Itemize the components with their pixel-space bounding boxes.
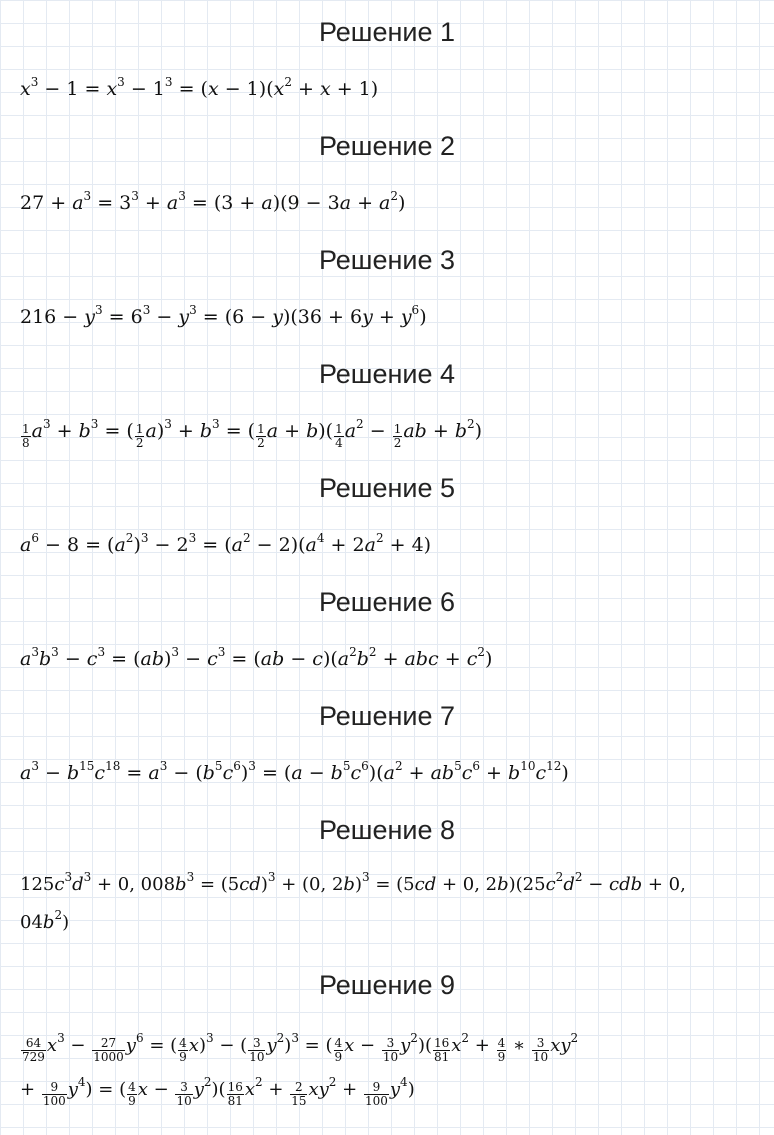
solution-title-2: Решение 2 — [318, 131, 456, 161]
solution-title-6: Решение 6 — [318, 587, 456, 617]
solution-equation-9: $\frac{64}{729}$ $x^3$ − $\frac{27}{1000}$ $y^6$ = ( $\frac{4}{9}$ x)$^3$ − ( $\frac{3}{10}$ $y^2)^3$ = ( $\frac{4}{9}$ x − $\frac{3}{10}$ $y^2$)( $\frac{16}{81}$ $x^2$ + $\frac{4}{9}$ ∗ $\frac{3}{10}$ $xy^2$ + $\frac{9}{100}$ $y^4$) = ( $\frac{4}{9}$ x − $\frac{3}{10}$ $y^2$)( $\frac{16}{81}$ $x^2$ + $\frac{2}{15}$ $xy^2$ + $\frac{9}{100}$ $y^4$) — [20, 1031, 579, 1108]
solution-equation-4: $\frac{1}{8}$ $a^3 + b^3$ = ( $\frac{1}{2}$ $a)^3 + b^3$ = ( $\frac{1}{2}$ a + b)( $\frac{1}{4}$ $a^2$ − $\frac{1}{2}$ ab + $b^2$) — [22, 417, 483, 450]
solution-equation-7: $a^3 - b^{15}c^{18} = a^3 - (b^5c^6)^3 = (a - b^5c^6)(a^2 + ab^5c^6 + b^{10}c^{12})$ — [20, 759, 569, 784]
solution-equation-5: $a^6 - 8 = (a^2)^3 - 2^3 = (a^2 - 2)(a^4 + 2a^2 + 4)$ — [20, 531, 432, 556]
solution-equation-6: $a^3b^3 - c^3 = (ab)^3 - c^3 = (ab - c)(a^2b^2$ + abc + $c^2$) — [20, 645, 493, 670]
solution-title-4: Решение 4 — [318, 359, 456, 389]
solution-equation-1: $x^3 - 1 = x^3 - 1^3 = (x - 1)(x^2 + x + 1)$ — [20, 75, 379, 100]
solution-equation-8: $125c^3d^3 + 0$, $008b^3 = (5cd)^3 + (0$, 2b)$^3$ = (5cd + 0, $2b)(25c^2d^2$ − cdb + 0, $04b^2$) — [20, 870, 686, 933]
solution-title-5: Решение 5 — [318, 473, 456, 503]
solution-title-7: Решение 7 — [318, 701, 456, 731]
solution-title-8: Решение 8 — [318, 815, 456, 845]
solution-title-1: Решение 1 — [318, 17, 456, 47]
solution-title-9: Решение 9 — [318, 970, 456, 1000]
solution-equation-2: $27 + a^3 = 3^3 + a^3 = (3 + a)(9 - 3a + a^2)$ — [20, 189, 406, 214]
solution-title-3: Решение 3 — [318, 245, 456, 275]
solution-equation-3: $216 - y^3 = 6^3 - y^3 = (6 - y)(36 + 6y + y^6)$ — [20, 303, 427, 328]
